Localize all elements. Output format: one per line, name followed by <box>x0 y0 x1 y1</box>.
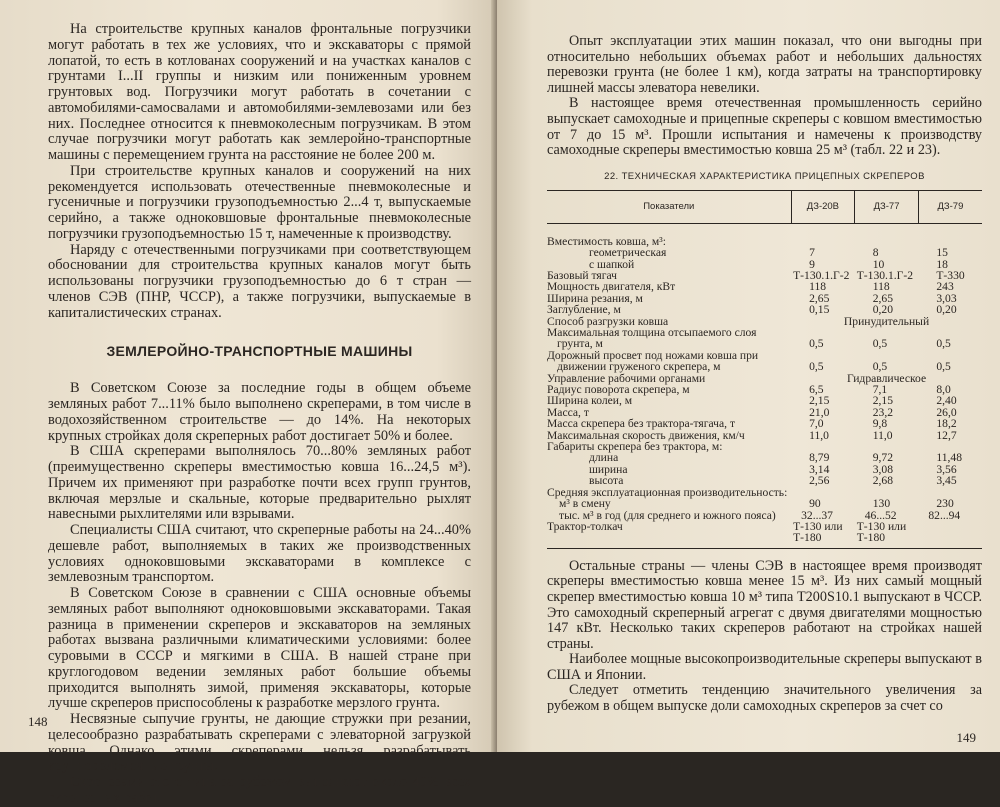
table-row: Управление рабочими органами Гидравлическое <box>547 371 927 385</box>
paragraph: На строительстве крупных каналов фронтальные погрузчики могут работать в тех же условиях, что и экскаваторы с прямой лопатой, то есть в котлованах сооружений и на участках каналов с грунтами I...II группы и низким или пониженным уровнем грунтовых вод. Погрузчики могут работать в сочетании с автомобилями-самосвалами и автомобилями-землевозами или без них. Последнее относится к пневмоколесным погрузчикам. В этом случае погрузчики могут работать как землеройно-транспортные машины с перемещением грунта на расстояние не более 200 м. <box>48 21 471 163</box>
paragraph: Наряду с отечественными погрузчиками при соответствующем обосновании для строительства крупных каналов могут быть использованы погрузчики грузоподъемностью до 6 т стран — членов СЭВ (ПНР, ЧССР), а также погрузчики, выпускаемые в капиталистических странах. <box>48 241 471 321</box>
section-heading: ЗЕМЛЕРОЙНО-ТРАНСПОРТНЫЕ МАШИНЫ <box>106 343 413 360</box>
table-row: Вместимость ковша, м³: <box>547 234 666 248</box>
table-row: Габариты скрепера без трактора, м: <box>547 440 723 454</box>
table-row: Базовый тягач Т-130.1.Г-2 Т-130.1.Г-2 Т-330 <box>547 268 965 282</box>
right-page <box>497 0 1000 752</box>
paragraph: Специалисты США считают, что скреперные работы на 24...40% дешевле работ, выполняемых в таких же производственных условиях одноковшовыми экскаваторами в комплексе с землевозным транспортом. <box>48 522 471 586</box>
table-row: м³ в смену 90 130 230 <box>559 497 954 511</box>
table-row: Радиус поворота скрепера, м 6,5 7,1 8,0 <box>547 383 951 397</box>
table-row: Способ разгрузки ковша Принудительный <box>547 314 930 328</box>
table-row: Заглубление, м 0,15 0,20 0,20 <box>547 303 957 317</box>
paragraph: В США скреперами выполнялось 70...80% земляных работ (преимущественно скреперы вместимостью ковша 16...24,5 м³). Причем их применяют при разработке почти всех групп грунтов, включая мерзлые и скальные, которые предварительно рыхлят навесными рыхлителями или взрывами. <box>48 443 471 523</box>
table-header: ДЗ-79 <box>918 190 982 223</box>
table-row: Масса скрепера без трактора-тягача, т 7,0 9,8 18,2 <box>547 417 957 431</box>
table-row: длина 8,79 9,72 11,48 <box>589 451 962 465</box>
table-row: Мощность двигателя, кВт 118 118 243 <box>547 280 954 294</box>
table-row: Максимальная скорость движения, км/ч 11,0 11,0 12,7 <box>547 428 957 442</box>
paragraph: При строительстве крупных каналов и сооружений на них рекомендуется использовать отечественные пневмоколесные и гусеничные и погрузчики грузоподъемностью 2...4 т, выпускаемые серийно, а также одноковшовые фронтальные пневмоколесные погрузчики грузоподъемностью 15 т, намеченные к производству. <box>48 162 471 242</box>
table-header: ДЗ-20В <box>791 190 855 223</box>
paragraph: Опыт эксплуатации этих машин показал, что они выгодны при относительно небольших объемах работ и небольших дальностях перевозки грунта (не более 1 км), когда затраты на транспортировку лишней массы элеватора невелики. <box>547 33 982 96</box>
table-row: ширина 3,14 3,08 3,56 <box>589 462 957 476</box>
table-row: Масса, т 21,0 23,2 26,0 <box>547 405 957 419</box>
table-row: геометрическая 7 8 15 <box>589 246 948 260</box>
page-number: 149 <box>956 730 976 745</box>
paragraph: В настоящее время отечественная промышленность серийно выпускает самоходные и прицепные скреперы с ковшом вместимостью от 7 до 15 м³. Прошли испытания и намечены к производству самоходные скреперы вместимостью ковша 25 м³ (табл. 22 и 23). <box>547 95 982 159</box>
paragraph: Несвязные сыпучие грунты, не дающие стружки при резании, целесообразно разрабатывать скреперами с элеваторной загрузкой ковша. Однако этими скреперами нельзя разрабатывать крупнообломочные грунты. <box>48 711 471 775</box>
table-row: Ширина колеи, м 2,15 2,15 2,40 <box>547 394 957 408</box>
page-number: 148 <box>28 714 48 729</box>
left-page <box>0 0 497 806</box>
table-caption: 22. ТЕХНИЧЕСКАЯ ХАРАКТЕРИСТИКА ПРИЦЕПНЫХ СКРЕПЕРОВ <box>604 170 925 182</box>
table-row: Максимальная толщина отсыпаемого слоя грунта, м 0,5 0,5 0,5 <box>547 326 951 351</box>
table-row: Средняя эксплуатационная производительность: <box>547 485 788 499</box>
table-row: Трактор-толкач Т-130 или Т-180 Т-130 или Т-180 <box>547 521 982 548</box>
spec-table <box>547 190 982 549</box>
table-header: Показатели <box>547 190 791 223</box>
paragraph: Остальные страны — члены СЭВ в настоящее время производят скреперы вместимостью ковша менее 15 м³. Из них самый мощный скрепер вместимостью ковша 10 м³ типа T200S10.1 выпускают в ЧССР. Это самоходный скреперный агрегат с двумя двигателями мощностью 147 кВт. Несколько таких скреперов работают на стройках нашей страны. <box>547 557 982 652</box>
table-row: Дорожный просвет под ножами ковша при движении груженого скрепера, м 0,5 0,5 0,5 <box>547 348 951 374</box>
table-row: Ширина резания, м 2,65 2,65 3,03 <box>547 291 957 305</box>
table-row: с шапкой 9 10 18 <box>589 257 948 271</box>
paragraph: В Советском Союзе в сравнении с США основные объемы земляных работ выполняют одноковшовыми экскаваторами. Такая разница в применении скреперов и экскаваторов на земляных работах вызвана различными климатическими условиями: более суровыми в СССР и мягкими в США. В нашей стране при круглогодовом ведении земляных работ большие объемы приходится выполнять зимой, применяя экскаваторы, которые лучше скреперов приспособлены к разработке мерзлого грунта. <box>48 585 471 712</box>
paragraph: Скреперами этого типа за рубежом выполняют около 40% всех скреперных работ. <box>48 774 471 806</box>
paragraph: В Советском Союзе за последние годы в общем объеме земляных работ 7...11% было выполнено скреперами, в том числе в водохозяйственном строительстве — до 14%. На некоторых крупных стройках доля скреперных работ достигает 50% и более. <box>48 380 471 444</box>
table-row: высота 2,56 2,68 3,45 <box>589 474 957 488</box>
table-row: тыс. м³ в год (для среднего и южного пояса) 32...37 46...52 82...94 <box>559 508 961 522</box>
table-header: ДЗ-77 <box>855 190 919 223</box>
paragraph: Наиболее мощные высокопроизводительные скреперы выпускают в США и Японии. <box>547 651 982 683</box>
paragraph: Следует отметить тенденцию значительного увеличения за рубежом в общем выпуске доли самоходных скреперов за счет со <box>547 682 982 715</box>
